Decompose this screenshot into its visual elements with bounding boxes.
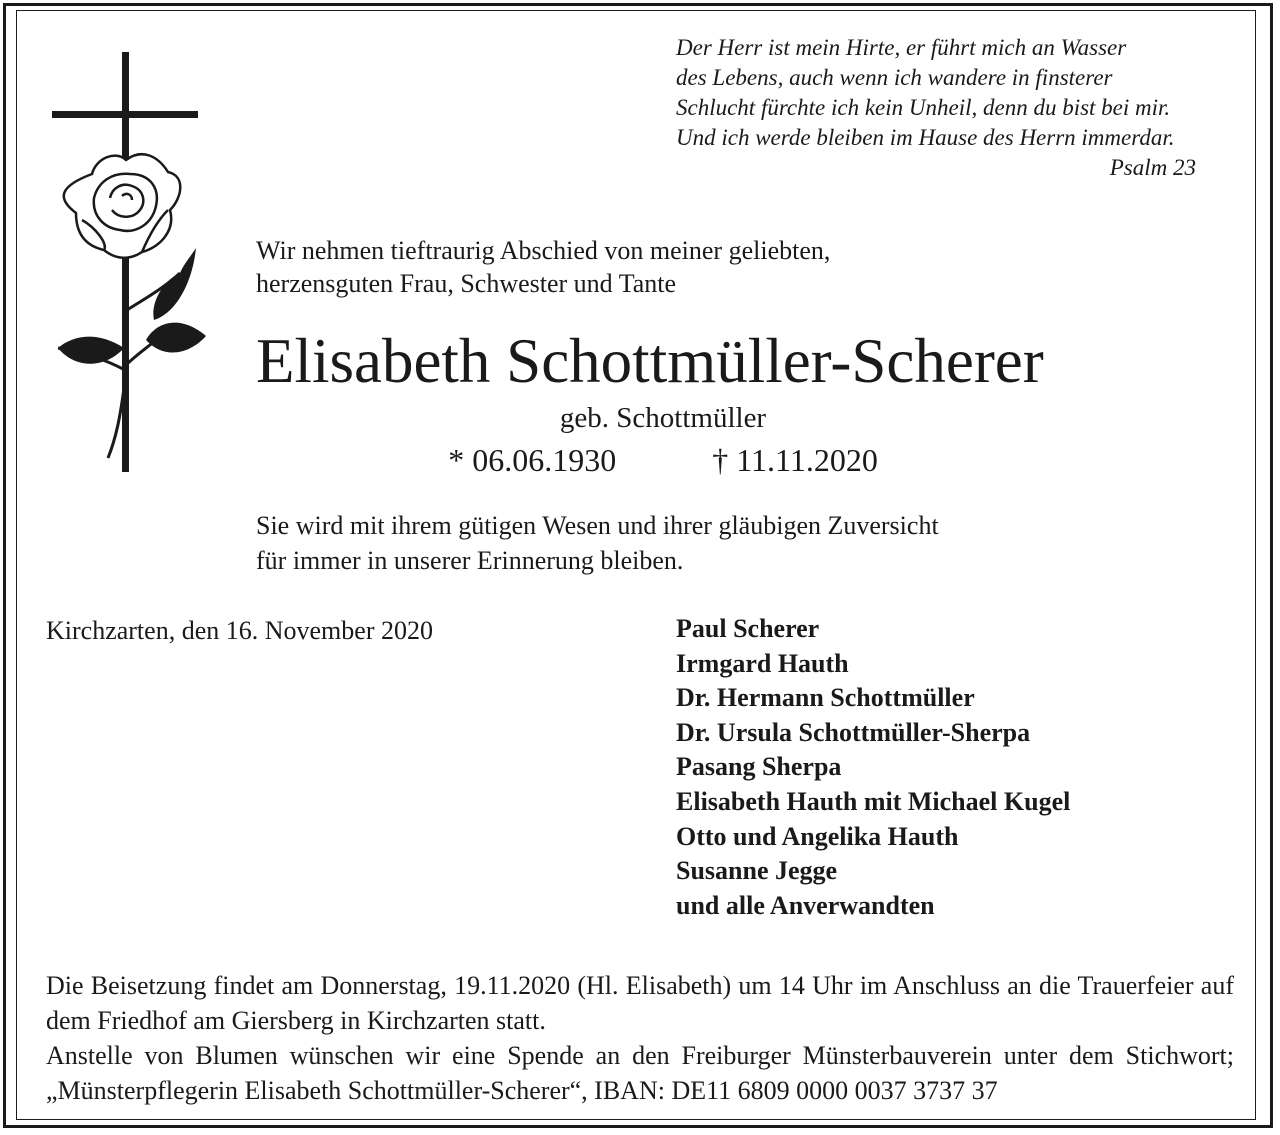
birth-date: * 06.06.1930: [448, 442, 617, 478]
psalm-line: Und ich werde bleiben im Hause des Herrn immerdar.: [676, 125, 1175, 150]
deceased-name: Elisabeth Schottmüller-Scherer: [256, 326, 1044, 396]
donation-info: Anstelle von Blumen wünschen wir eine Spende an den Freiburger Münsterbauverein unter dem Stichwort; „Münsterpflegerin Elisabeth Schottmüller-Scherer“, IBAN: DE11 6809 0000 0037 3737 37: [46, 1041, 1234, 1105]
intro-line: Wir nehmen tieftraurig Abschied von meiner geliebten,: [256, 236, 831, 265]
mourner-name: Dr. Hermann Schottmüller: [676, 683, 975, 713]
mourner-name: Susanne Jegge: [676, 856, 838, 886]
place-and-date: Kirchzarten, den 16. November 2020: [46, 616, 433, 645]
psalm-line: Der Herr ist mein Hirte, er führt mich an Wasser: [676, 35, 1127, 60]
mourner-name: Elisabeth Hauth mit Michael Kugel: [676, 786, 1071, 816]
death-date: † 11.11.2020: [712, 442, 878, 478]
psalm-reference: Psalm 23: [1109, 155, 1196, 180]
psalm-quote: [676, 33, 1196, 183]
quote-line: Sie wird mit ihrem gütigen Wesen und ihrer gläubigen Zuversicht: [256, 511, 939, 540]
mourner-name: Dr. Ursula Schottmüller-Sherpa: [676, 717, 1031, 747]
life-dates: [256, 439, 1070, 481]
psalm-line: des Lebens, auch wenn ich wandere in finsterer: [676, 65, 1113, 90]
mourner-name: Otto und Angelika Hauth: [676, 821, 959, 851]
funeral-details: [46, 968, 1234, 1108]
mourner-name: Paul Scherer: [676, 614, 820, 643]
quote-line: für immer in unserer Erinnerung bleiben.: [256, 546, 684, 575]
psalm-line: Schlucht fürchte ich kein Unheil, denn du bist bei mir.: [676, 95, 1171, 120]
funeral-info: Die Beisetzung findet am Donnerstag, 19.11.2020 (Hl. Elisabeth) um 14 Uhr im Anschluss an die Trauerfeier auf dem Friedhof am Giersberg in Kirchzarten statt.: [46, 971, 1234, 1035]
mourner-name: und alle Anverwandten: [676, 890, 935, 920]
maiden-name: geb. Schottmüller: [559, 402, 767, 434]
rose-bloom-icon: [64, 154, 180, 258]
mourner-name: Pasang Sherpa: [676, 752, 842, 782]
cross-with-rose-icon: [46, 48, 216, 478]
mourners-list: [676, 612, 1070, 923]
mourner-name: Irmgard Hauth: [676, 648, 849, 678]
memorial-quote: [256, 508, 1076, 578]
intro-text: [256, 234, 1056, 300]
intro-line: herzensguten Frau, Schwester und Tante: [256, 269, 677, 298]
